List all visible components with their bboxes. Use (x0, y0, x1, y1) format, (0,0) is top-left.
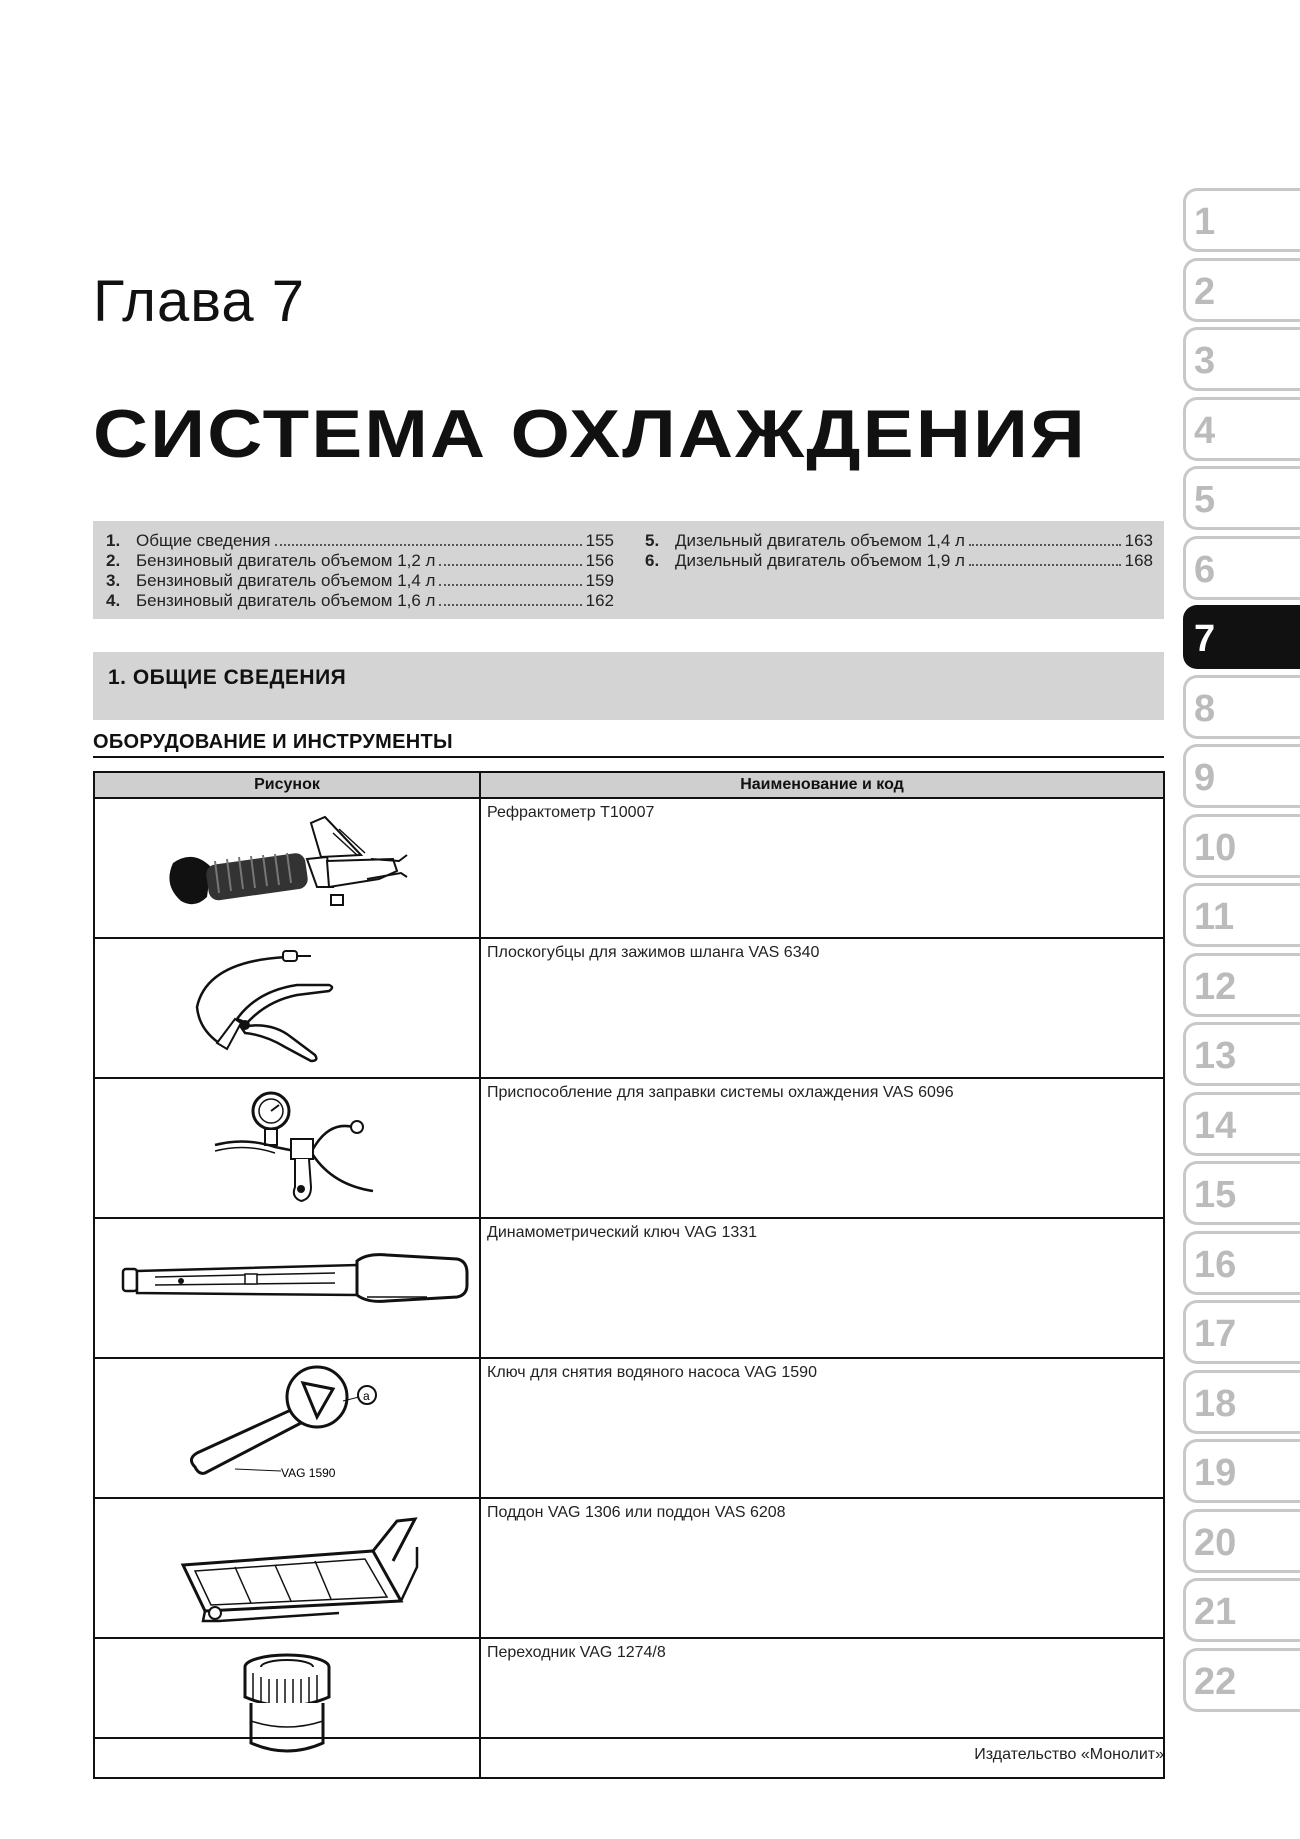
chapter-tab-label: 21 (1194, 1591, 1237, 1633)
publisher-name: Издательство «Монолит» (974, 1746, 1164, 1763)
chapter-tab-label: 6 (1194, 548, 1216, 591)
table-of-contents (93, 521, 1164, 619)
table-header-row (94, 772, 1164, 798)
chapter-tab-14[interactable] (1183, 1092, 1300, 1156)
toc-entry-page: 162 (585, 591, 614, 610)
toc-column-right (645, 531, 1153, 571)
chapter-tab-13[interactable] (1183, 1022, 1300, 1086)
toc-entry[interactable] (645, 531, 1153, 551)
table-row (94, 1498, 1164, 1638)
toc-entry[interactable] (106, 531, 614, 551)
coolant-filler-icon (95, 1079, 479, 1207)
toc-entry[interactable] (106, 591, 614, 611)
toc-entry-page: 168 (1124, 551, 1153, 570)
tool-name-cell: Динамометрический ключ VAG 1331 (480, 1218, 1164, 1358)
table-row (94, 1218, 1164, 1358)
tool-picture-cell (94, 1078, 480, 1218)
column-header-picture: Рисунок (94, 772, 480, 798)
toc-entry-text: Бензиновый двигатель объемом 1,6 л (136, 591, 436, 610)
chapter-tab-10[interactable] (1183, 814, 1300, 878)
toc-entry-page: 163 (1124, 531, 1153, 550)
tool-picture-cell (94, 798, 480, 938)
chapter-tab-label: 8 (1194, 687, 1216, 730)
toc-entry-page: 159 (585, 571, 614, 590)
chapter-tab-label: 10 (1194, 826, 1237, 869)
chapter-title: СИСТЕМА ОХЛАЖДЕНИЯ (93, 396, 1088, 472)
chapter-tab-19[interactable] (1183, 1439, 1300, 1503)
callout-label: a (363, 1389, 370, 1403)
toc-entry-number: 6. (645, 551, 660, 570)
subsection-rule (93, 756, 1164, 758)
toc-entry-number: 2. (106, 551, 121, 570)
toc-leader-dots (439, 552, 581, 566)
chapter-tab-20[interactable] (1183, 1509, 1300, 1573)
tool-name-cell: Рефрактометр T10007 (480, 798, 1164, 938)
toc-leader-dots (969, 552, 1121, 566)
chapter-tab-label: 16 (1194, 1243, 1237, 1286)
chapter-tab-label: 17 (1194, 1313, 1237, 1355)
tool-picture-cell (94, 938, 480, 1078)
tool-name-cell: Ключ для снятия водяного насоса VAG 1590 (480, 1358, 1164, 1498)
chapter-tab-16[interactable] (1183, 1231, 1300, 1295)
toc-entry-text: Бензиновый двигатель объемом 1,2 л (136, 551, 436, 570)
chapter-tab-8[interactable] (1183, 675, 1300, 739)
chapter-tab-7[interactable] (1183, 605, 1300, 669)
toc-entry[interactable] (106, 571, 614, 591)
chapter-tab-6[interactable] (1183, 536, 1300, 600)
drain-tray-icon (95, 1499, 479, 1627)
chapter-label: Глава 7 (93, 269, 306, 334)
tool-name-cell: Переходник VAG 1274/8 (480, 1638, 1164, 1778)
toc-leader-dots (439, 592, 581, 606)
table-row (94, 1078, 1164, 1218)
tool-picture-cell (94, 1358, 480, 1498)
tool-name-cell: Плоскогубцы для зажимов шланга VAS 6340 (480, 938, 1164, 1078)
toc-leader-dots (275, 532, 582, 546)
chapter-tab-label: 5 (1194, 479, 1216, 521)
chapter-tab-label: 7 (1194, 618, 1216, 660)
chapter-tab-label: 11 (1194, 896, 1235, 938)
torque-wrench-icon (95, 1219, 479, 1347)
toc-entry-number: 3. (106, 571, 121, 590)
chapter-tab-label: 22 (1194, 1660, 1237, 1703)
tool-caption: VAG 1590 (281, 1466, 336, 1480)
toc-entry-text: Бензиновый двигатель объемом 1,4 л (136, 571, 436, 590)
chapter-tab-11[interactable] (1183, 883, 1300, 947)
hose-clamp-pliers-icon (95, 939, 479, 1067)
chapter-tab-label: 14 (1194, 1104, 1237, 1147)
adapter-icon (95, 1639, 479, 1767)
section-header (93, 652, 1164, 720)
chapter-tab-label: 19 (1194, 1452, 1237, 1494)
toc-entry-text: Дизельный двигатель объемом 1,4 л (675, 531, 965, 550)
tool-name-cell: Поддон VAG 1306 или поддон VAS 6208 (480, 1498, 1164, 1638)
chapter-tab-3[interactable] (1183, 327, 1300, 391)
section-title: 1. ОБЩИЕ СВЕДЕНИЯ (108, 666, 347, 689)
chapter-tab-label: 9 (1194, 757, 1216, 799)
chapter-tab-label: 4 (1194, 409, 1216, 452)
chapter-tab-label: 12 (1194, 965, 1237, 1008)
toc-entry-page: 156 (585, 551, 614, 570)
chapter-tab-21[interactable] (1183, 1578, 1300, 1642)
toc-leader-dots (439, 572, 581, 586)
chapter-tab-17[interactable] (1183, 1300, 1300, 1364)
chapter-tab-label: 3 (1194, 340, 1216, 382)
toc-entry[interactable] (106, 551, 614, 571)
chapter-tabs (1183, 188, 1300, 1717)
chapter-tab-15[interactable] (1183, 1161, 1300, 1225)
tool-picture-cell (94, 1218, 480, 1358)
chapter-tab-18[interactable] (1183, 1370, 1300, 1434)
toc-leader-dots (969, 532, 1121, 546)
column-header-name: Наименование и код (480, 772, 1164, 798)
chapter-tab-label: 2 (1194, 270, 1216, 313)
toc-entry[interactable] (645, 551, 1153, 571)
chapter-tab-22[interactable] (1183, 1648, 1300, 1712)
tools-table (93, 771, 1165, 1779)
toc-entry-page: 155 (585, 531, 614, 550)
water-pump-key-icon (95, 1359, 479, 1487)
chapter-tab-9[interactable] (1183, 744, 1300, 808)
table-row (94, 938, 1164, 1078)
tool-picture-cell (94, 1638, 480, 1778)
toc-entry-text: Общие сведения (136, 531, 271, 550)
toc-entry-text: Дизельный двигатель объемом 1,9 л (675, 551, 965, 570)
toc-entry-number: 4. (106, 591, 121, 610)
toc-entry-number: 5. (645, 531, 660, 550)
table-row (94, 798, 1164, 938)
chapter-tab-label: 20 (1194, 1521, 1237, 1564)
chapter-tab-2[interactable] (1183, 258, 1300, 322)
tool-picture-cell (94, 1498, 480, 1638)
chapter-tab-4[interactable] (1183, 397, 1300, 461)
subsection-title: ОБОРУДОВАНИЕ И ИНСТРУМЕНТЫ (93, 731, 453, 753)
chapter-tab-label: 15 (1194, 1174, 1237, 1216)
chapter-tab-1[interactable] (1183, 188, 1300, 252)
footer-rule (93, 1737, 1164, 1739)
toc-column-left (106, 531, 614, 611)
chapter-tab-label: 1 (1194, 201, 1216, 243)
chapter-tab-label: 18 (1194, 1382, 1237, 1425)
chapter-tab-label: 13 (1194, 1035, 1237, 1077)
refractometer-icon (95, 799, 479, 927)
tool-name-cell: Приспособление для заправки системы охлаждения VAS 6096 (480, 1078, 1164, 1218)
chapter-tab-12[interactable] (1183, 953, 1300, 1017)
toc-entry-number: 1. (106, 531, 121, 550)
table-row (94, 1358, 1164, 1498)
chapter-tab-5[interactable] (1183, 466, 1300, 530)
